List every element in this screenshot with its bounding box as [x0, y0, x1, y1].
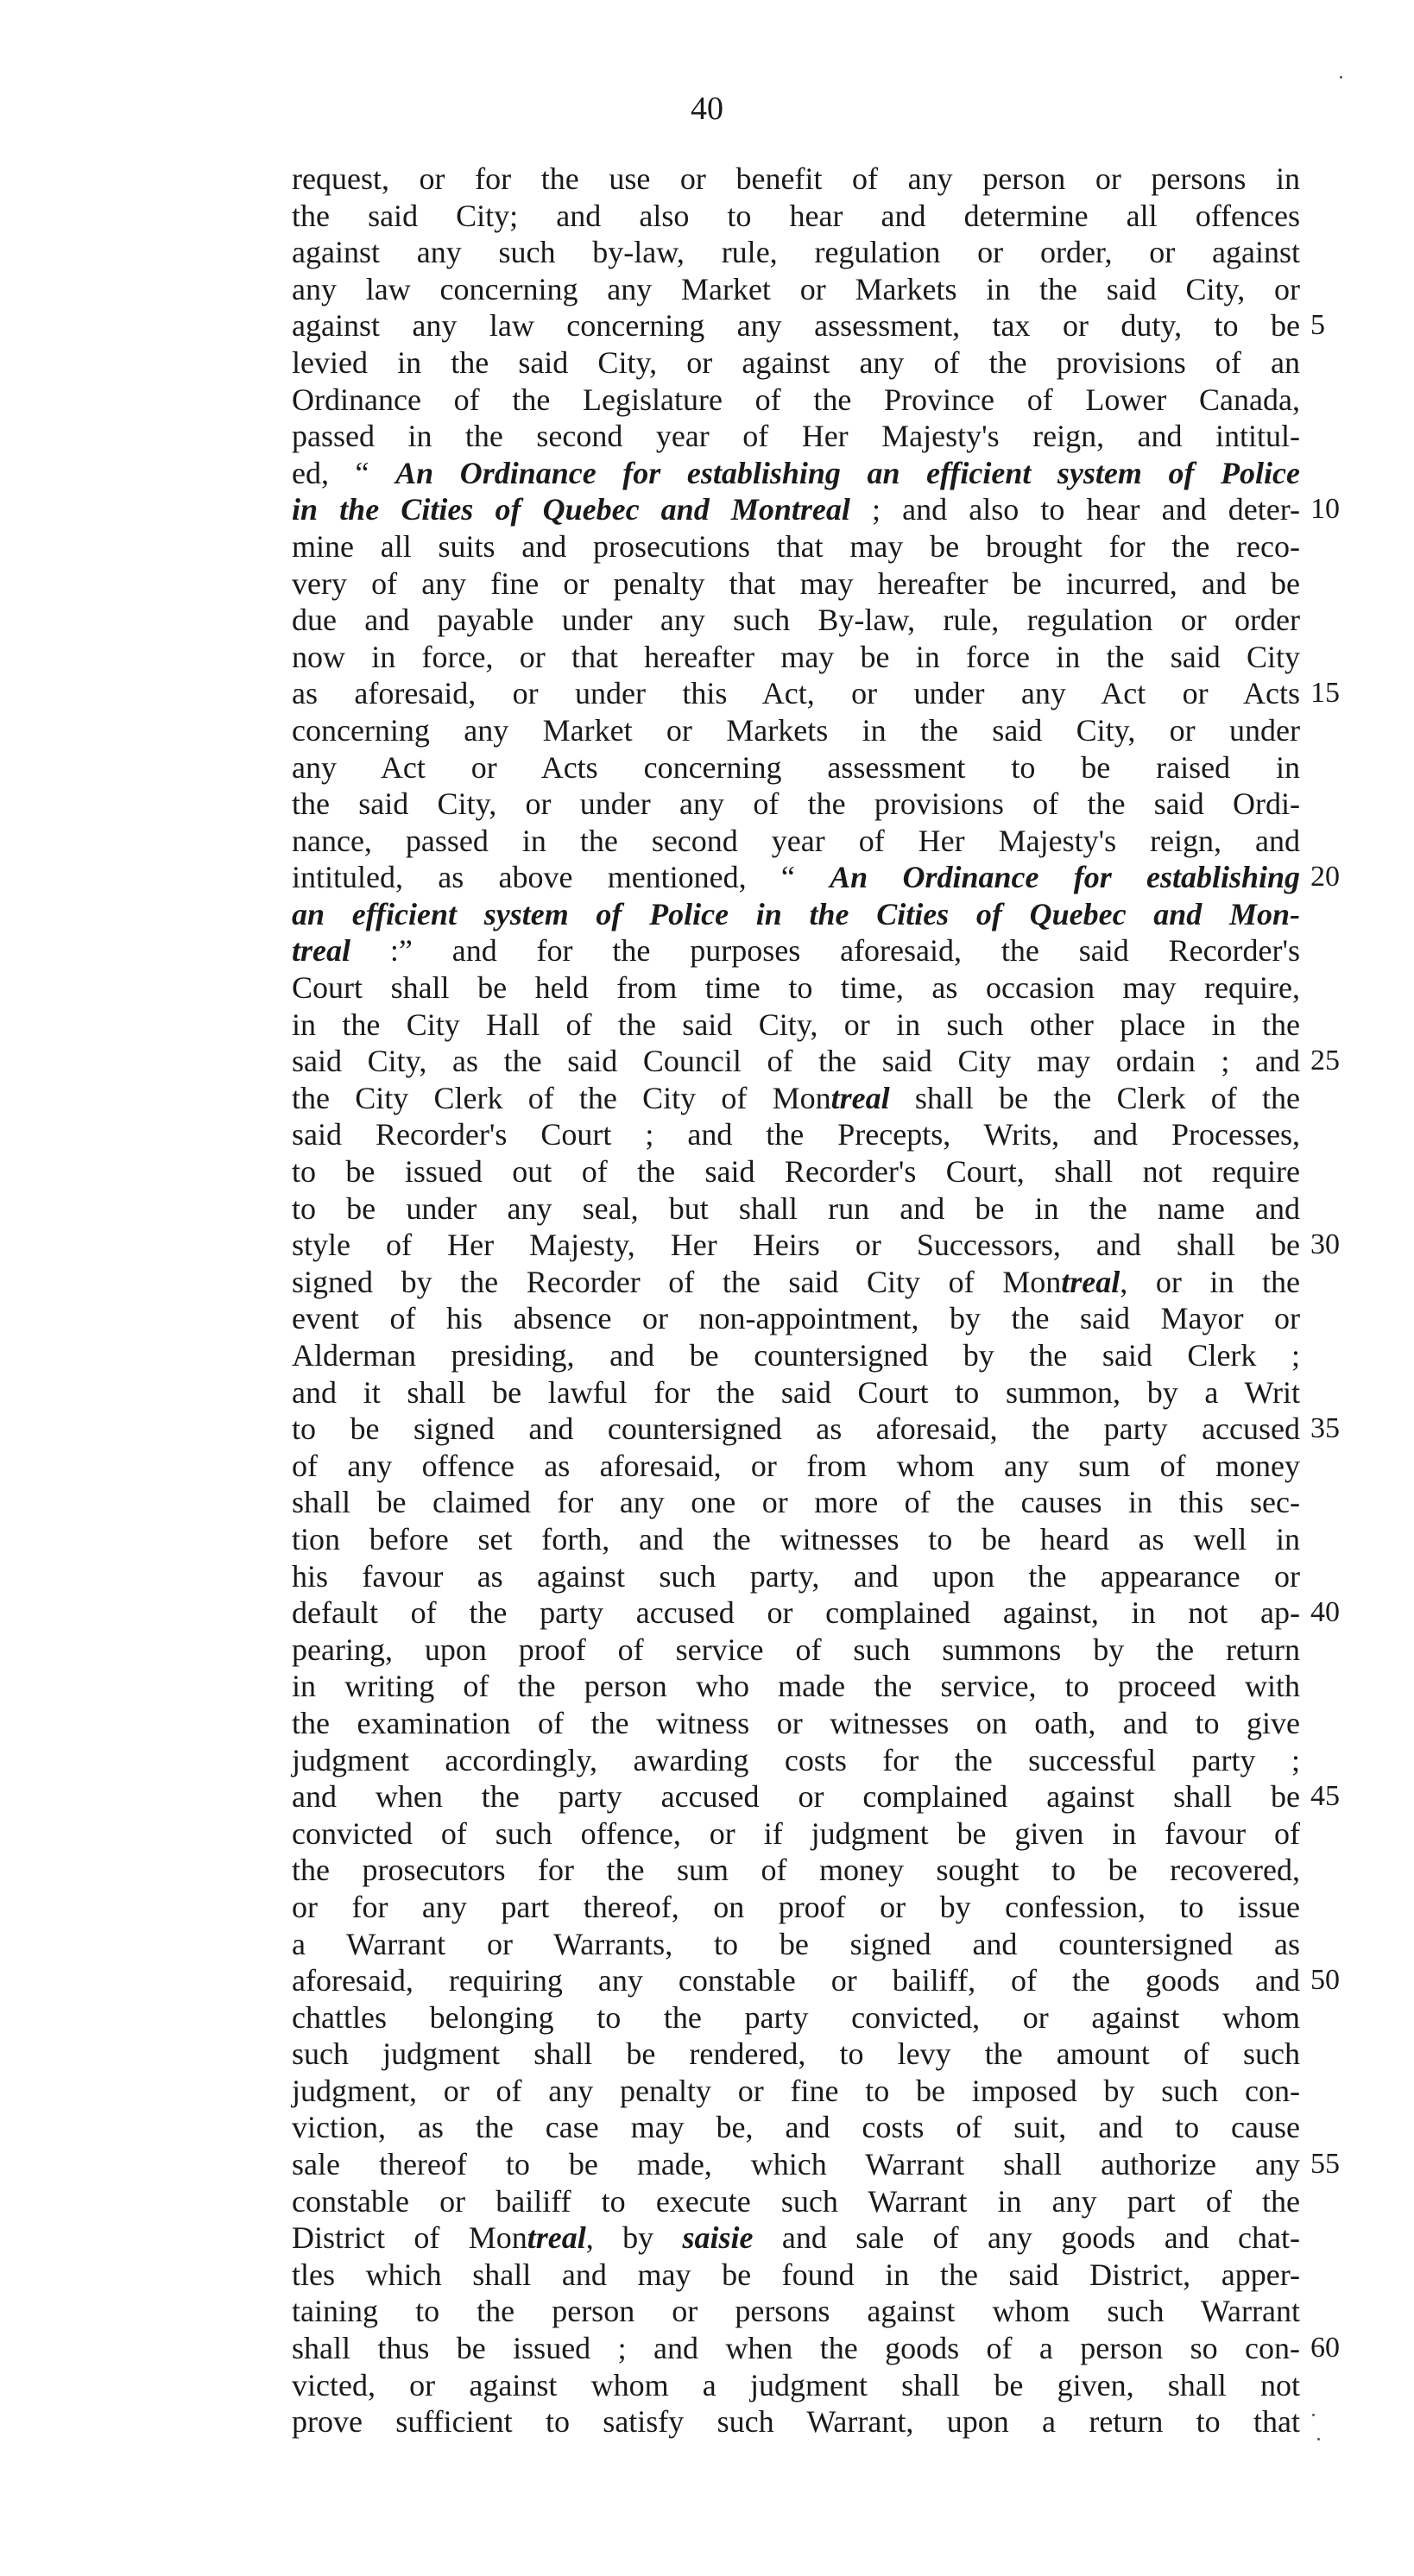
- text-line-content: mine all suits and prosecutions that may be brought for the reco-: [292, 528, 1300, 564]
- text-line-content: and it shall be lawful for the said Court to summon, by a Writ: [292, 1374, 1300, 1410]
- text-line: [292, 382, 1300, 419]
- text-line: [292, 1742, 1300, 1779]
- text-line-content: to be issued out of the said Recorder's Court, shall not require: [292, 1154, 1300, 1190]
- text-line-content: very of any fine or penalty that may hereafter be incurred, and be: [292, 565, 1300, 601]
- text-line-content: to be under any seal, but shall run and be in the name and: [292, 1190, 1300, 1226]
- ordinance-title: An Ordinance for establishing an efficient system of Police: [395, 455, 1300, 490]
- text-line: [292, 1705, 1300, 1742]
- text-line-content: shall be claimed for any one or more of the causes in this sec-: [292, 1485, 1300, 1520]
- text-line-content: District of Montreal, by saisie and sale of any goods and chat-: [292, 2220, 1301, 2256]
- text-line: [292, 602, 1300, 639]
- text-line-content: any law concerning any Market or Markets in the said City, or: [292, 271, 1300, 306]
- text-line-content: against any such by-law, rule, regulation or order, or against: [292, 235, 1300, 270]
- text-line: [292, 1926, 1300, 1963]
- text-line-content: concerning any Market or Markets in the said City, or under: [292, 712, 1300, 748]
- text-line: [292, 2146, 1340, 2183]
- text-line-content: the said City; and also to hear and determine all offences: [292, 198, 1300, 233]
- text-line-content: nance, passed in the second year of Her Majesty's reign, and: [292, 823, 1300, 858]
- line-number: 15: [1310, 677, 1340, 710]
- legal-term: saisie: [682, 2220, 754, 2256]
- text-line: [292, 234, 1300, 271]
- text-line: [292, 344, 1300, 382]
- text-line: [292, 198, 1300, 235]
- text-line-content: such judgment shall be rendered, to levy the amount of such: [292, 2036, 1300, 2072]
- text-line: [292, 528, 1300, 565]
- text-line-content: to be signed and countersigned as aforesaid, the party accused: [292, 1411, 1300, 1447]
- text-line: [292, 1852, 1300, 1889]
- line-number: 50: [1310, 1964, 1340, 1997]
- margin-speck: [1312, 2414, 1315, 2416]
- line-number: 55: [1310, 2148, 1340, 2181]
- text-line-content: and when the party accused or complained against shall be: [292, 1779, 1300, 1815]
- text-line: [292, 2367, 1300, 2404]
- body-text: [292, 161, 1340, 2440]
- text-line-content: default of the party accused or complained against, in not ap-: [292, 1595, 1300, 1631]
- text-line: [292, 1484, 1300, 1521]
- text-line: [292, 2330, 1340, 2367]
- text-line-content: the prosecutors for the sum of money sought to be recovered,: [292, 1853, 1300, 1888]
- text-line-content: event of his absence or non-appointment, by the said Mayor or: [292, 1301, 1300, 1336]
- text-line-content: style of Her Majesty, Her Heirs or Successors, and shall be: [292, 1228, 1300, 1263]
- margin-speck: [1317, 2438, 1320, 2440]
- text-line: [292, 859, 1340, 896]
- text-line-content: tion before set forth, and the witnesses to be heard as well in: [292, 1521, 1300, 1556]
- ordinance-title: treal: [830, 1080, 890, 1115]
- text-line-content: pearing, upon proof of service of such summons by the return: [292, 1632, 1300, 1667]
- text-line-content: [292, 896, 1300, 933]
- text-line: [292, 675, 1340, 712]
- text-line-content: said City, as the said Council of the said City may ordain ; and: [292, 1044, 1300, 1079]
- ordinance-title: treal: [527, 2220, 586, 2256]
- text-line: [292, 491, 1340, 528]
- text-line-content: in the Cities of Quebec and Montreal ; and also to hear and deter-: [292, 492, 1300, 527]
- page-number: 40: [691, 91, 723, 127]
- text-line: [292, 2183, 1300, 2220]
- text-line-content: chattles belonging to the party convicted, or against whom: [292, 1999, 1300, 2035]
- text-line: [292, 1116, 1300, 1153]
- text-line-content: convicted of such offence, or if judgment be given in favour of: [292, 1815, 1300, 1851]
- text-line-content: aforesaid, requiring any constable or bailiff, of the goods and: [292, 1963, 1300, 1998]
- text-line-content: any Act or Acts concerning assessment to be raised in: [292, 749, 1300, 785]
- text-line-content: taining to the person or persons against whom such Warrant: [292, 2294, 1300, 2329]
- text-line-content: or for any part thereof, on proof or by confession, to issue: [292, 1889, 1300, 1924]
- text-line: [292, 2219, 1300, 2257]
- text-line: [292, 1521, 1300, 1558]
- text-line: [292, 565, 1300, 603]
- text-line: [292, 2073, 1300, 2110]
- ordinance-title: An Ordinance for establishing: [830, 860, 1301, 895]
- text-line: [292, 1594, 1340, 1632]
- line-number: 45: [1310, 1780, 1340, 1813]
- text-line-content: judgment, or of any penalty or fine to be imposed by such con-: [292, 2073, 1300, 2108]
- text-line: [292, 639, 1300, 676]
- text-line: [292, 786, 1300, 823]
- text-line-content: against any law concerning any assessment, tax or duty, to be: [292, 308, 1300, 344]
- text-line: [292, 161, 1300, 198]
- text-line-content: a Warrant or Warrants, to be signed and countersigned as: [292, 1926, 1300, 1961]
- text-line: [292, 2257, 1300, 2294]
- text-line-content: as aforesaid, or under this Act, or under any Act or Acts: [292, 676, 1300, 711]
- text-line: [292, 1337, 1300, 1374]
- text-line: [292, 1153, 1300, 1190]
- text-line: [292, 307, 1325, 344]
- line-number: 5: [1310, 309, 1325, 342]
- text-line: [292, 1264, 1300, 1301]
- text-line: [292, 969, 1300, 1007]
- text-line: [292, 1558, 1300, 1595]
- text-line-content: Court shall be held from time to time, as occasion may require,: [292, 970, 1300, 1006]
- text-line-content: in writing of the person who made the service, to proceed with: [292, 1669, 1300, 1704]
- text-line-content: shall thus be issued ; and when the goods of a person so con-: [292, 2331, 1300, 2366]
- text-line: [292, 932, 1300, 969]
- ordinance-title: an efficient system of Police in the Cities of Quebec and Mon-: [292, 896, 1300, 931]
- line-number: 60: [1310, 2332, 1340, 2364]
- text-line-content: due and payable under any such By-law, rule, regulation or order: [292, 603, 1300, 638]
- text-line-content: constable or bailiff to execute such Warrant in any part of the: [292, 2183, 1300, 2219]
- text-line: [292, 1227, 1340, 1264]
- text-line-content: treal :” and for the purposes aforesaid, the said Recorder's: [292, 933, 1300, 969]
- text-line: [292, 1889, 1300, 1926]
- line-number: 30: [1310, 1228, 1340, 1261]
- text-line: [292, 1043, 1340, 1080]
- text-line-content: levied in the said City, or against any of the provisions of an: [292, 344, 1300, 380]
- text-line-content: passed in the second year of Her Majesty's reign, and intitul-: [292, 419, 1300, 454]
- line-number: 25: [1310, 1045, 1340, 1077]
- text-line: [292, 271, 1300, 308]
- ordinance-title: in the Cities of Quebec and Montreal: [292, 492, 850, 527]
- line-number: 35: [1310, 1412, 1340, 1445]
- text-line: [292, 1448, 1300, 1485]
- text-line: [292, 1668, 1300, 1705]
- text-line: [292, 2403, 1300, 2440]
- text-line-content: in the City Hall of the said City, or in such other place in the: [292, 1007, 1300, 1042]
- text-line-content: his favour as against such party, and upon the appearance or: [292, 1558, 1300, 1594]
- text-line: [292, 1080, 1300, 1117]
- ordinance-title: treal: [292, 933, 350, 969]
- text-line: [292, 2293, 1300, 2330]
- line-number: 40: [1310, 1596, 1340, 1629]
- text-line-content: prove sufficient to satisfy such Warrant, upon a return to that: [292, 2404, 1300, 2440]
- text-line: [292, 1300, 1300, 1337]
- text-line: [292, 1007, 1300, 1044]
- text-line: [292, 1190, 1300, 1228]
- text-line: [292, 418, 1300, 455]
- text-line-content: now in force, or that hereafter may be in force in the said City: [292, 639, 1300, 674]
- text-line: [292, 1778, 1340, 1815]
- text-line-content: ed, “ An Ordinance for establishing an efficient system of Police: [292, 455, 1300, 490]
- text-line: [292, 1815, 1300, 1853]
- text-line-content: request, or for the use or benefit of any person or persons in: [292, 161, 1300, 196]
- text-line-content: viction, as the case may be, and costs of suit, and to cause: [292, 2110, 1300, 2145]
- text-line-content: victed, or against whom a judgment shall be given, shall not: [292, 2367, 1300, 2402]
- text-line-content: Alderman presiding, and be countersigned by the said Clerk ;: [292, 1338, 1300, 1373]
- text-line-content: tles which shall and may be found in the said District, apper-: [292, 2257, 1300, 2292]
- text-line: [292, 1999, 1300, 2036]
- text-line: [292, 2109, 1300, 2146]
- text-line: [292, 2036, 1300, 2073]
- text-line-content: Ordinance of the Legislature of the Province of Lower Canada,: [292, 382, 1300, 417]
- ordinance-title: treal: [1061, 1264, 1120, 1299]
- text-line: [292, 749, 1300, 786]
- margin-speck: [1340, 76, 1342, 79]
- line-number: 20: [1310, 861, 1340, 893]
- text-line: [292, 1962, 1340, 1999]
- text-line: [292, 896, 1300, 933]
- text-line: [292, 1632, 1300, 1669]
- text-line-content: the examination of the witness or witnesses on oath, and to give: [292, 1705, 1300, 1740]
- text-line-content: the said City, or under any of the provisions of the said Ordi-: [292, 786, 1300, 822]
- text-line-content: the City Clerk of the City of Montreal shall be the Clerk of the: [292, 1080, 1300, 1115]
- text-line-content: intituled, as above mentioned, “ An Ordinance for establishing: [292, 860, 1301, 895]
- text-line: [292, 712, 1300, 749]
- line-number: 10: [1310, 493, 1340, 526]
- text-line-content: said Recorder's Court ; and the Precepts, Writs, and Processes,: [292, 1117, 1300, 1152]
- text-line-content: of any offence as aforesaid, or from whom any sum of money: [292, 1448, 1300, 1483]
- text-line-content: signed by the Recorder of the said City of Montreal, or in the: [292, 1264, 1300, 1299]
- text-line: [292, 1374, 1300, 1411]
- text-line: [292, 823, 1300, 860]
- text-line: [292, 1411, 1340, 1448]
- text-line: [292, 455, 1300, 492]
- text-line-content: sale thereof to be made, which Warrant shall authorize any: [292, 2147, 1300, 2182]
- text-line-content: judgment accordingly, awarding costs for the successful party ;: [292, 1742, 1300, 1777]
